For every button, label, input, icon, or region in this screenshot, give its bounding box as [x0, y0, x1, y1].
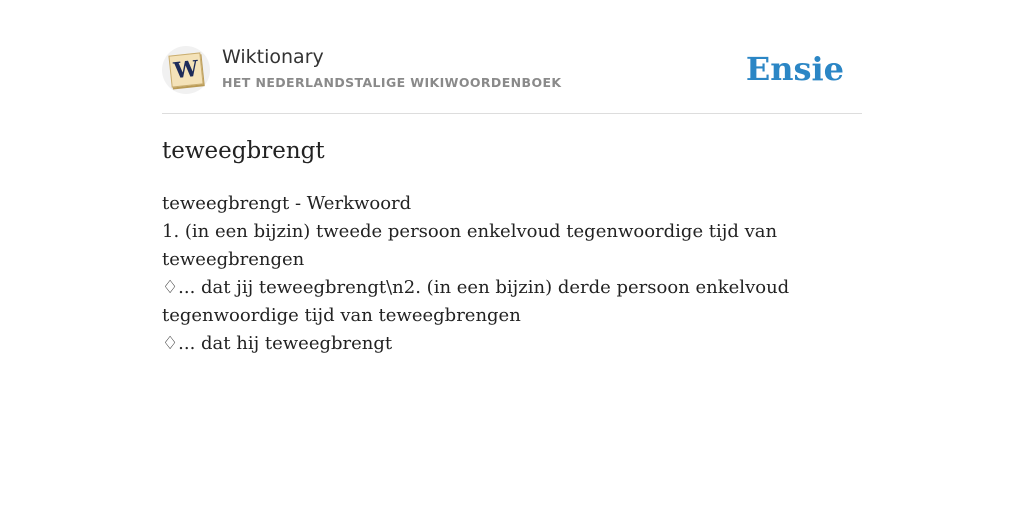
ensie-brand-link[interactable]: Ensie	[745, 50, 844, 88]
definition-line: teweegbrengt - Werkwoord	[162, 193, 412, 214]
definition-line: teweegbrengen	[162, 249, 305, 270]
page-container	[162, 0, 862, 354]
wiktionary-logo-tile: W	[168, 52, 203, 87]
definition-line: tegenwoordige tijd van teweegbrengen	[162, 305, 521, 326]
wiktionary-logo[interactable]	[162, 46, 210, 94]
definition-line: 1. (in een bijzin) tweede persoon enkelvoud tegenwoordige tijd van	[162, 221, 778, 242]
site-header	[162, 0, 862, 114]
site-tagline: HET NEDERLANDSTALIGE WIKIWOORDENBOEK	[222, 75, 562, 90]
site-name[interactable]: Wiktionary	[222, 46, 324, 68]
definition-content	[162, 190, 802, 358]
page-title: teweegbrengt	[162, 138, 325, 164]
definition-line: ♢... dat jij teweegbrengt\n2. (in een bijzin) derde persoon enkelvoud	[162, 277, 790, 298]
definition-line: ♢... dat hij teweegbrengt	[162, 333, 393, 354]
